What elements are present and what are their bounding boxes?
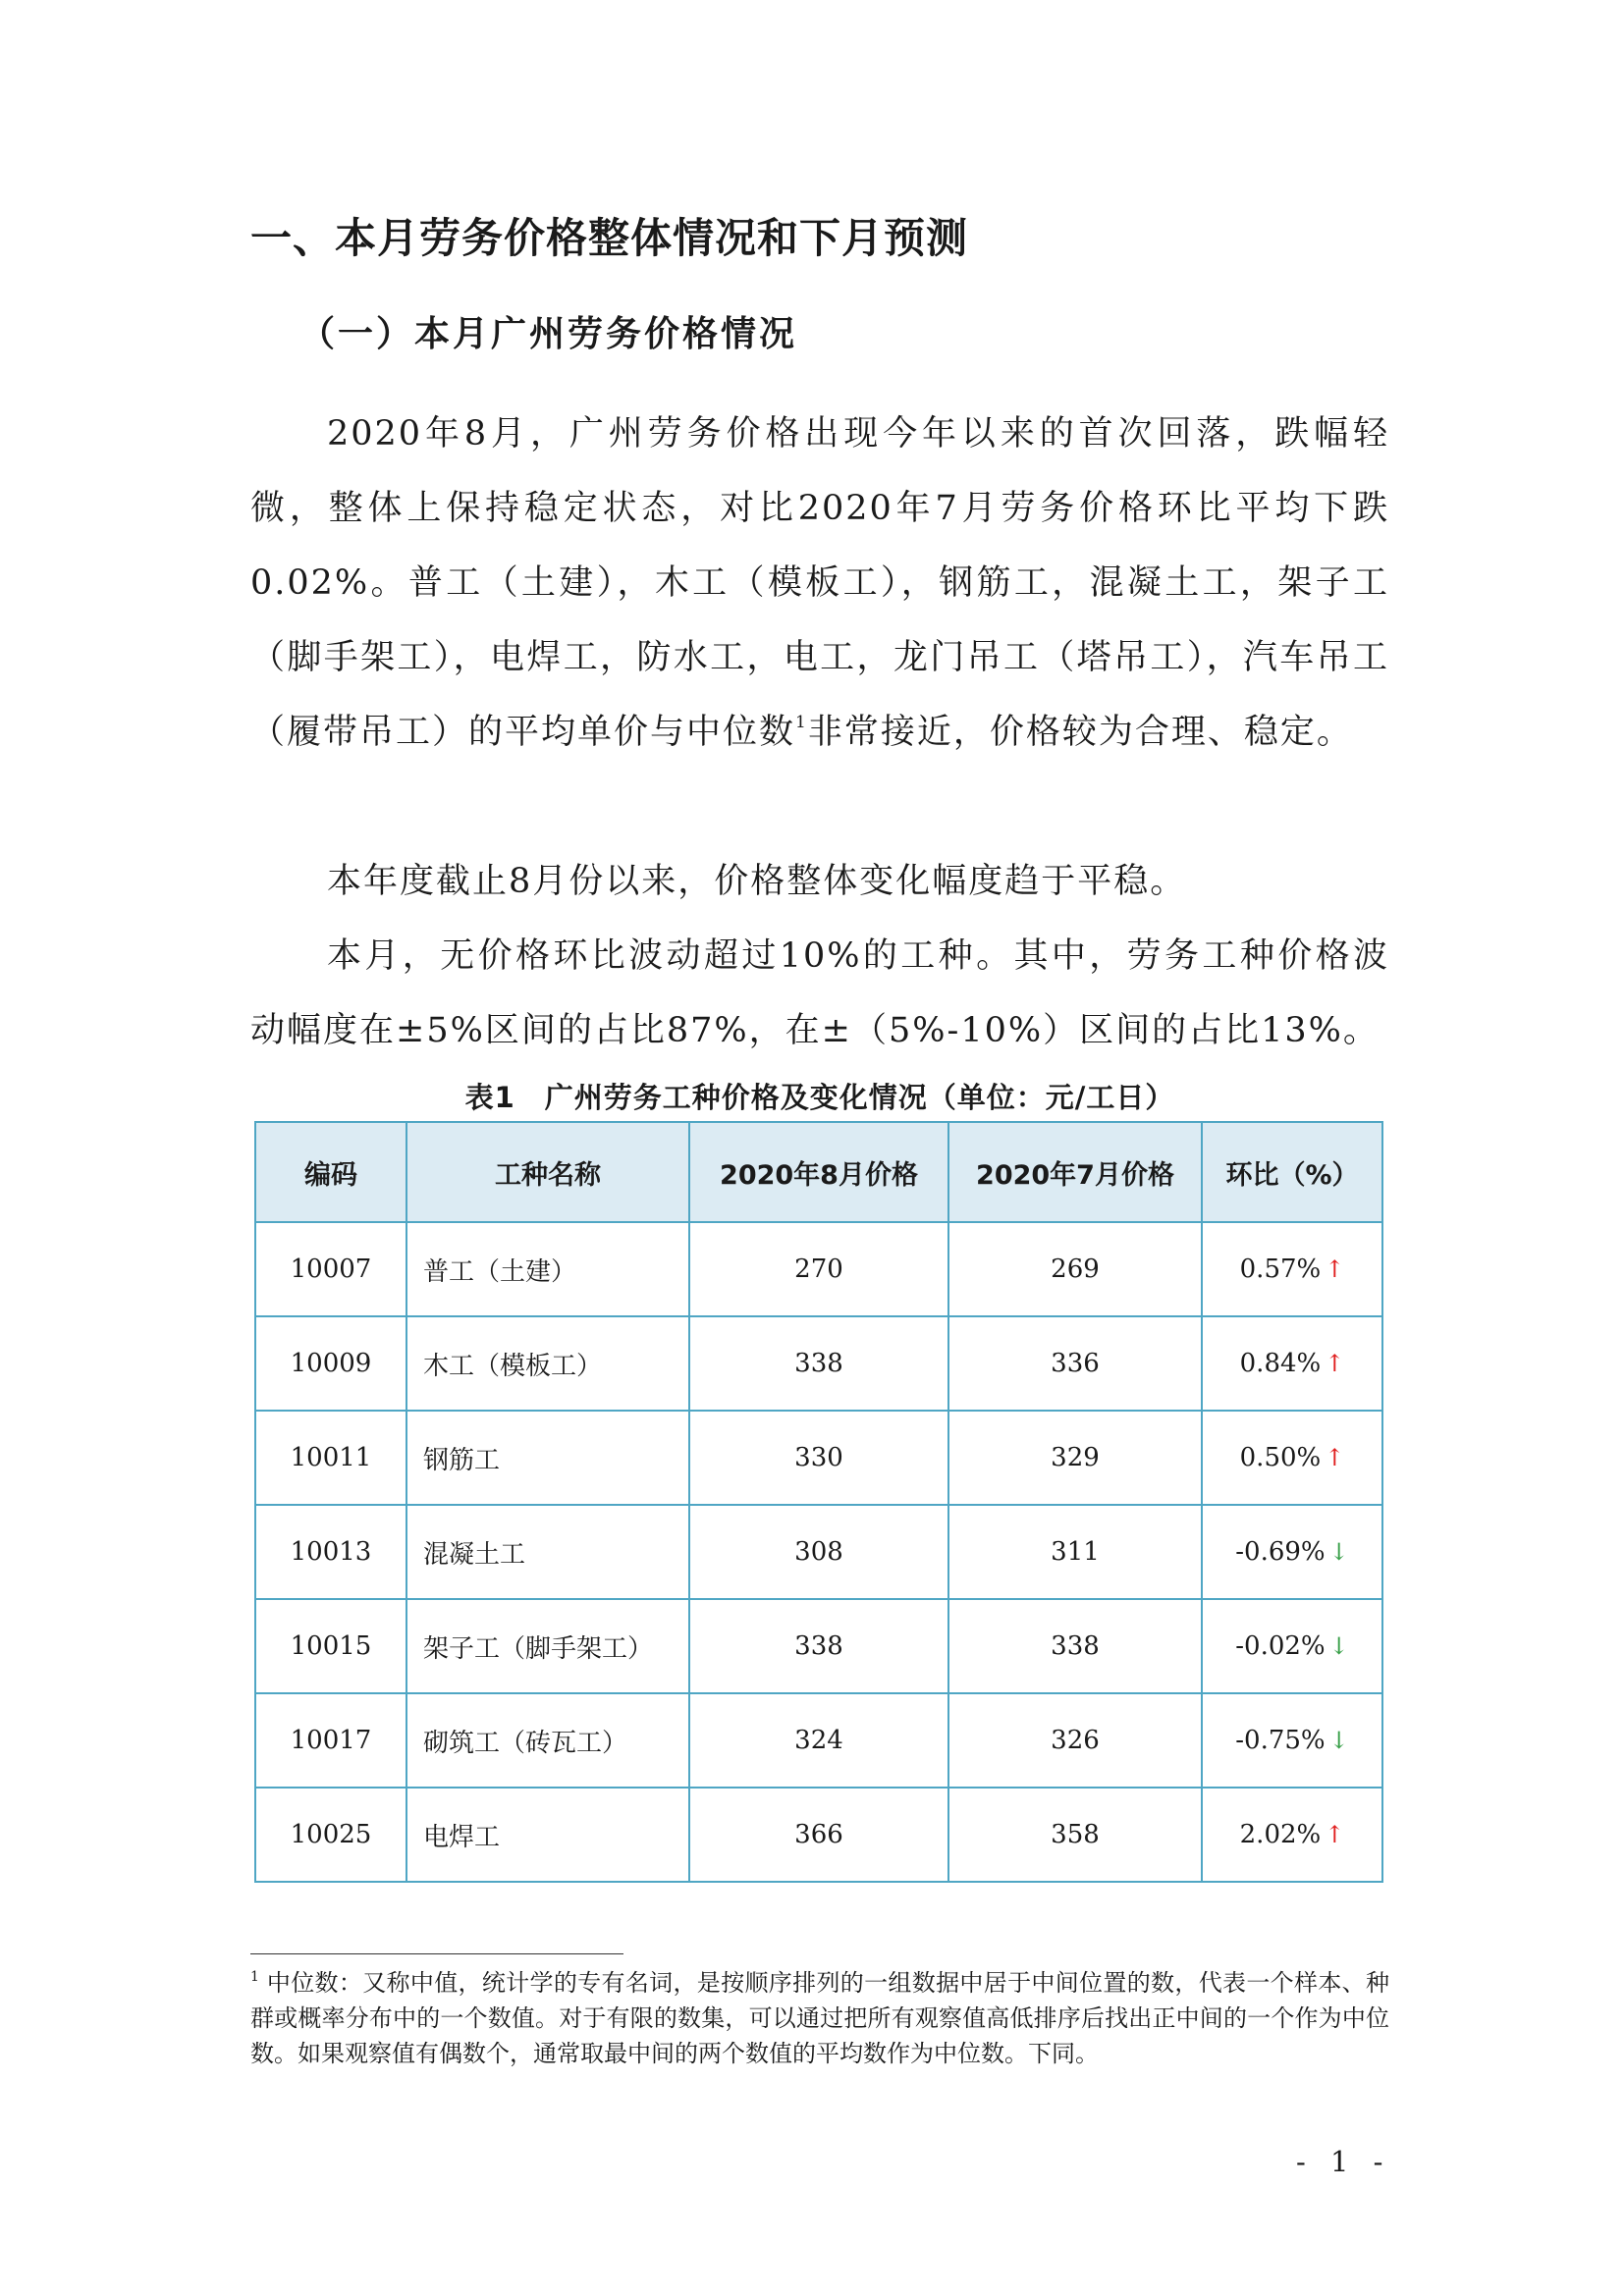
cell-trade-name: 木工（模板工） xyxy=(406,1316,689,1411)
footnote-reference[interactable]: 1 xyxy=(795,713,808,732)
header-trade-name: 工种名称 xyxy=(406,1122,689,1222)
header-jul-price: 2020年7月价格 xyxy=(948,1122,1202,1222)
cell-jul-price: 326 xyxy=(948,1693,1202,1788)
cell-mom xyxy=(1202,1599,1382,1693)
arrow-up-icon: ↑ xyxy=(1325,1350,1345,1377)
cell-jul-price: 336 xyxy=(948,1316,1202,1411)
paragraph-overview-text-b: 非常接近，价格较为合理、稳定。 xyxy=(807,713,1353,752)
arrow-up-icon: ↑ xyxy=(1325,1255,1345,1283)
cell-code: 10009 xyxy=(255,1316,406,1411)
table-row xyxy=(255,1693,1382,1788)
cell-trade-name: 普工（土建） xyxy=(406,1222,689,1316)
cell-aug-price: 338 xyxy=(689,1316,948,1411)
cell-jul-price: 329 xyxy=(948,1411,1202,1505)
table-row xyxy=(255,1222,1382,1316)
cell-aug-price: 308 xyxy=(689,1505,948,1599)
footnote-marker: 1 xyxy=(250,1969,259,1985)
page-number: - 1 - xyxy=(1296,2145,1391,2178)
cell-jul-price: 338 xyxy=(948,1599,1202,1693)
footnote-text: 中位数：又称中值，统计学的专有名词，是按顺序排列的一组数据中居于中间位置的数，代表一个样本、种群或概率分布中的一个数值。对于有限的数集，可以通过把所有观察值高低排序后找出正中间的一个作为中位数。如果观察值有偶数个，通常取最中间的两个数值的平均数作为中位数。下同。 xyxy=(250,1969,1389,2067)
footnote xyxy=(250,1965,1389,2071)
paragraph-overview-text-a: 2020年8月，广州劳务价格出现今年以来的首次回落，跌幅轻微，整体上保持稳定状态，对比2020年7月劳务价格环比平均下跌0.02%。普工（土建），木工（模板工），钢筋工，混凝土工，架子工（脚手架工），电焊工，防水工，电工，龙门吊工（塔吊工），汽车吊工（履带吊工）的平均单价与中位数 xyxy=(250,414,1389,752)
table-row xyxy=(255,1788,1382,1882)
table-row xyxy=(255,1316,1382,1411)
paragraph-trend: 本年度截止8月份以来，价格整体变化幅度趋于平稳。 xyxy=(327,862,1187,901)
subsection-heading: （一）本月广州劳务价格情况 xyxy=(299,314,798,354)
table-row xyxy=(255,1599,1382,1693)
cell-trade-name: 钢筋工 xyxy=(406,1411,689,1505)
mom-value: 0.57% xyxy=(1239,1255,1322,1284)
header-aug-price: 2020年8月价格 xyxy=(689,1122,948,1222)
cell-code: 10017 xyxy=(255,1693,406,1788)
price-table xyxy=(254,1121,1383,1883)
cell-aug-price: 338 xyxy=(689,1599,948,1693)
cell-trade-name: 砌筑工（砖瓦工） xyxy=(406,1693,689,1788)
mom-value: -0.69% xyxy=(1235,1537,1326,1567)
arrow-down-icon: ↓ xyxy=(1328,1632,1349,1660)
cell-trade-name: 混凝土工 xyxy=(406,1505,689,1599)
cell-aug-price: 270 xyxy=(689,1222,948,1316)
cell-mom xyxy=(1202,1411,1382,1505)
mom-value: -0.75% xyxy=(1235,1726,1326,1755)
arrow-down-icon: ↓ xyxy=(1328,1727,1349,1754)
cell-mom xyxy=(1202,1316,1382,1411)
cell-code: 10013 xyxy=(255,1505,406,1599)
mom-value: 0.84% xyxy=(1239,1349,1322,1378)
cell-trade-name: 电焊工 xyxy=(406,1788,689,1882)
paragraph-overview xyxy=(250,397,1389,770)
section-heading: 一、本月劳务价格整体情况和下月预测 xyxy=(250,214,969,262)
arrow-up-icon: ↑ xyxy=(1325,1444,1345,1471)
cell-code: 10007 xyxy=(255,1222,406,1316)
table-header-row xyxy=(255,1122,1382,1222)
header-code: 编码 xyxy=(255,1122,406,1222)
cell-aug-price: 366 xyxy=(689,1788,948,1882)
cell-mom xyxy=(1202,1788,1382,1882)
cell-code: 10025 xyxy=(255,1788,406,1882)
arrow-up-icon: ↑ xyxy=(1325,1821,1345,1848)
cell-code: 10011 xyxy=(255,1411,406,1505)
mom-value: -0.02% xyxy=(1235,1631,1326,1661)
cell-trade-name: 架子工（脚手架工） xyxy=(406,1599,689,1693)
cell-aug-price: 330 xyxy=(689,1411,948,1505)
table-row xyxy=(255,1411,1382,1505)
arrow-down-icon: ↓ xyxy=(1328,1538,1349,1566)
cell-code: 10015 xyxy=(255,1599,406,1693)
cell-jul-price: 269 xyxy=(948,1222,1202,1316)
footnote-divider xyxy=(250,1953,623,1954)
table-caption: 表1 广州劳务工种价格及变化情况（单位：元/工日） xyxy=(464,1081,1175,1114)
cell-mom xyxy=(1202,1222,1382,1316)
cell-mom xyxy=(1202,1505,1382,1599)
paragraph-fluctuation: 本月，无价格环比波动超过10%的工种。其中，劳务工种价格波动幅度在±5%区间的占比87%，在±（5%-10%）区间的占比13%。 xyxy=(250,936,1389,1050)
cell-jul-price: 358 xyxy=(948,1788,1202,1882)
cell-mom xyxy=(1202,1693,1382,1788)
header-mom: 环比（%） xyxy=(1202,1122,1382,1222)
table-row xyxy=(255,1505,1382,1599)
cell-aug-price: 324 xyxy=(689,1693,948,1788)
mom-value: 2.02% xyxy=(1239,1820,1322,1849)
mom-value: 0.50% xyxy=(1239,1443,1322,1472)
cell-jul-price: 311 xyxy=(948,1505,1202,1599)
